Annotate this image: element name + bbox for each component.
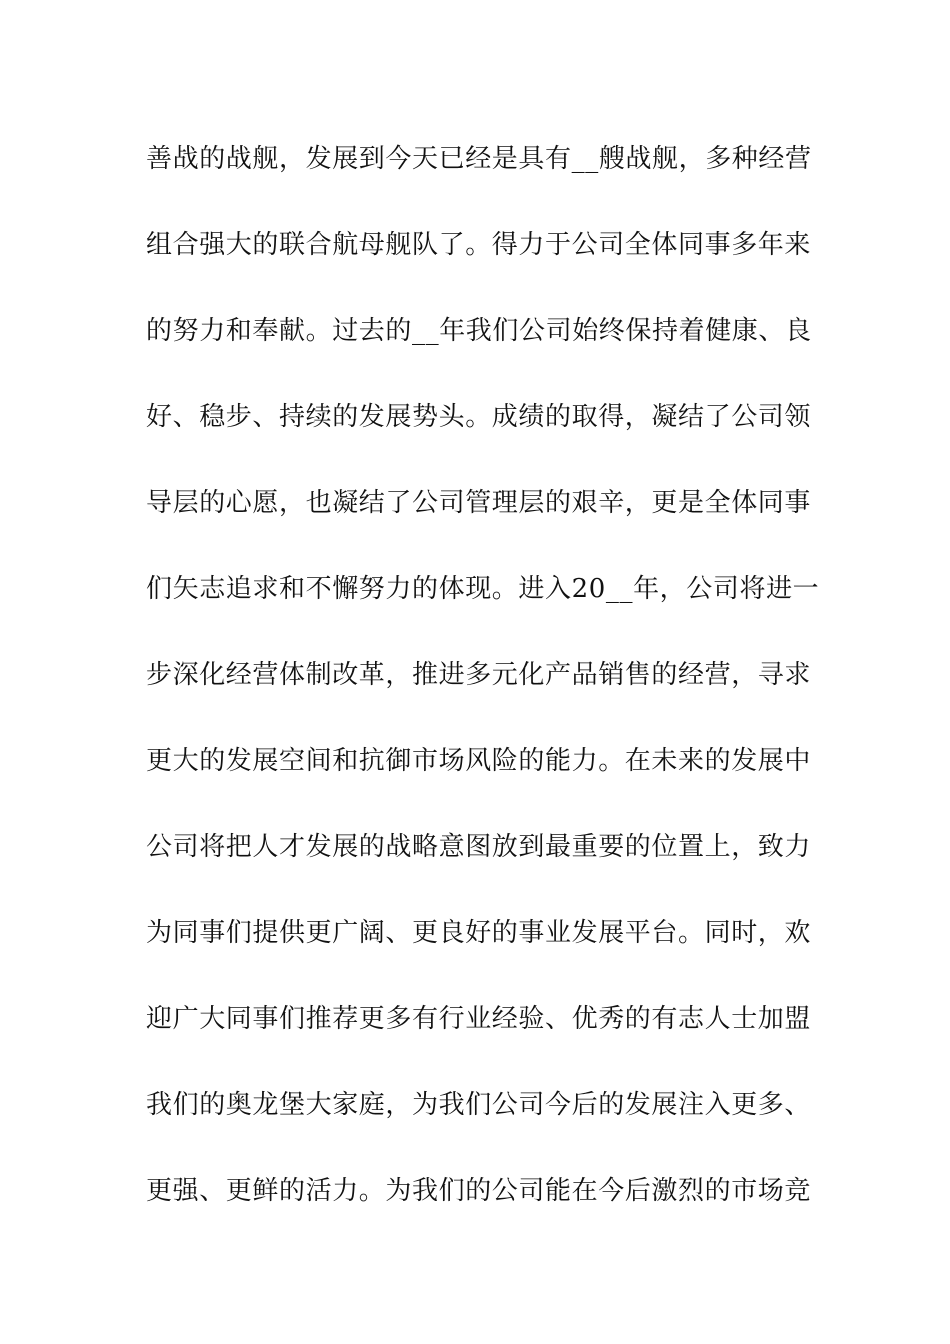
text-line: 的努力和奉献。过去的__年我们公司始终保持着健康、良 bbox=[146, 316, 812, 346]
text-line: 步深化经营体制改革，推进多元化产品销售的经营，寻求 bbox=[146, 660, 812, 690]
text-line: 我们的奥龙堡大家庭，为我们公司今后的发展注入更多、 bbox=[146, 1090, 812, 1120]
text-line: 们矢志追求和不懈努力的体现。进入20__年，公司将进一 bbox=[146, 574, 820, 604]
text-line: 更强、更鲜的活力。为我们的公司能在今后激烈的市场竞 bbox=[146, 1176, 812, 1206]
body-paragraph bbox=[146, 135, 820, 1253]
text-line: 好、稳步、持续的发展势头。成绩的取得，凝结了公司领 bbox=[146, 402, 812, 432]
text-line: 为同事们提供更广阔、更良好的事业发展平台。同时，欢 bbox=[146, 918, 812, 948]
text-line: 导层的心愿，也凝结了公司管理层的艰辛，更是全体同事 bbox=[146, 488, 812, 518]
text-line: 善战的战舰，发展到今天已经是具有__艘战舰，多种经营 bbox=[146, 144, 812, 174]
text-line: 更大的发展空间和抗御市场风险的能力。在未来的发展中 bbox=[146, 746, 812, 776]
text-line: 迎广大同事们推荐更多有行业经验、优秀的有志人士加盟 bbox=[146, 1004, 812, 1034]
text-line: 公司将把人才发展的战略意图放到最重要的位置上，致力 bbox=[146, 832, 812, 862]
text-line: 组合强大的联合航母舰队了。得力于公司全体同事多年来 bbox=[146, 230, 812, 260]
